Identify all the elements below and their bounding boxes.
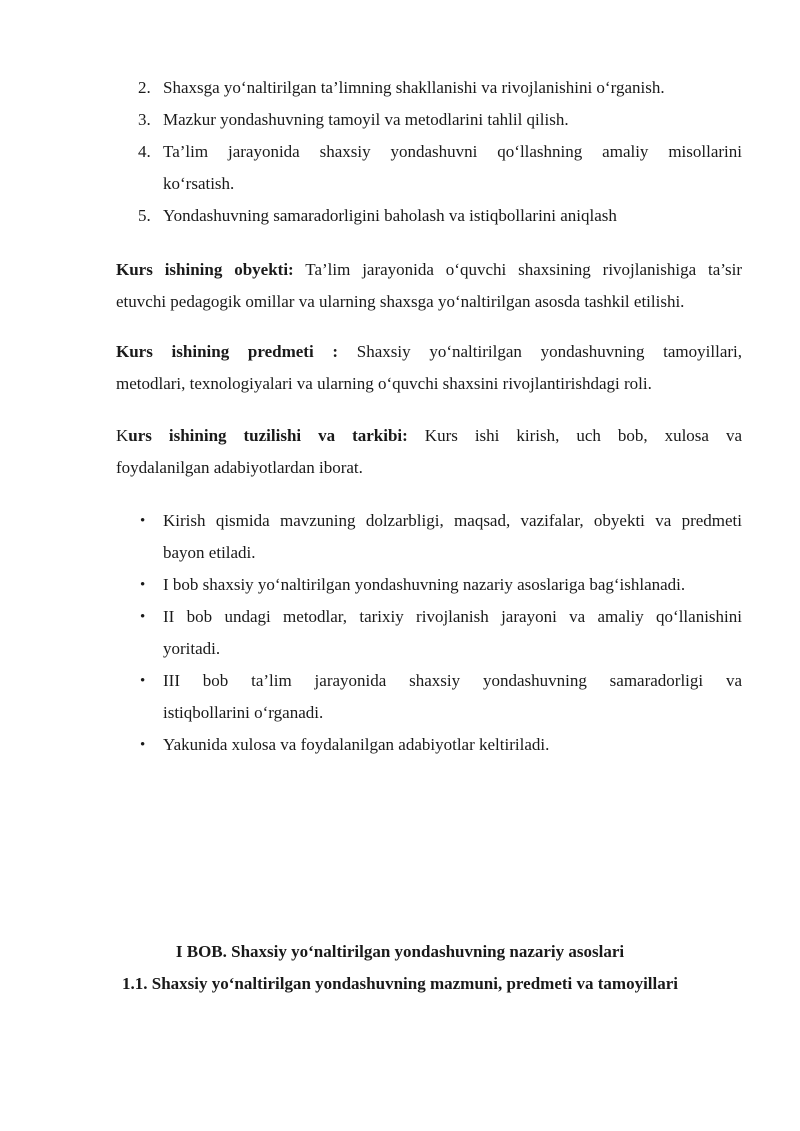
object-line-1 (116, 254, 742, 286)
structure-paragraph (116, 420, 742, 484)
list-item-text: Mazkur yondashuvning tamoyil va metodlarini tahlil qilish. (163, 110, 569, 129)
bullet-icon: • (140, 513, 146, 529)
structure-line-2: foydalanilgan adabiyotlardan iborat. (116, 458, 363, 477)
object-line-2: etuvchi pedagogik omillar va ularning shaxsga yo‘naltirilgan asosda tashkil etilishi. (116, 292, 685, 311)
bullet-item (138, 601, 742, 665)
bullet-text: Yakunida xulosa va foydalanilgan adabiyotlar keltiriladi. (163, 735, 550, 754)
bullet-icon: • (140, 673, 146, 689)
structure-line-1 (116, 420, 742, 452)
bullet-text-continued: bayon etiladi. (163, 543, 256, 562)
list-number: 4. (138, 142, 151, 161)
structure-bullet-list (138, 505, 742, 761)
list-item-text-continued: ko‘rsatish. (163, 174, 235, 193)
list-item (138, 200, 742, 232)
object-text-1: Ta’lim jarayonida o‘quvchi shaxsining rivojlanishiga ta’sir (305, 260, 742, 279)
list-item-text: Ta’lim jarayonida shaxsiy yondashuvni qo‘llashning amaliy misollarini (163, 142, 742, 161)
subject-text-1: Shaxsiy yo‘naltirilgan yondashuvning tamoyillari, (356, 342, 743, 361)
subject-paragraph (116, 336, 742, 400)
list-item (138, 136, 742, 200)
bullet-text-continued: yoritadi. (163, 639, 221, 658)
bullet-text: I bob shaxsiy yo‘naltirilgan yondashuvning nazariy asoslariga bag‘ishlanadi. (163, 575, 686, 594)
chapter-title: I BOB. Shaxsiy yo‘naltirilgan yondashuvning nazariy asoslari (175, 942, 625, 961)
goals-list (138, 72, 742, 232)
list-number: 2. (138, 78, 151, 97)
bullet-item (138, 729, 742, 761)
list-number: 5. (138, 206, 151, 225)
list-item-text: Yondashuvning samaradorligini baholash va istiqbollarini aniqlash (163, 206, 617, 225)
bullet-icon: • (140, 737, 146, 753)
bullet-icon: • (140, 609, 146, 625)
bullet-text: III bob ta’lim jarayonida shaxsiy yondashuvning samaradorligi va (163, 671, 742, 690)
section-title: 1.1. Shaxsiy yo‘naltirilgan yondashuvning mazmuni, predmeti va tamoyillari (121, 974, 679, 993)
list-item (138, 104, 742, 136)
list-item-text: Shaxsga yo‘naltirilgan ta’limning shakllanishi va rivojlanishini o‘rganish. (163, 78, 665, 97)
object-paragraph (116, 254, 742, 318)
structure-label: urs ishining tuzilishi va tarkibi: (128, 426, 408, 445)
list-item (138, 72, 742, 104)
bullet-item (138, 505, 742, 569)
subject-line-1 (116, 336, 742, 368)
bullet-text: Kirish qismida mavzuning dolzarbligi, maqsad, vazifalar, obyekti va predmeti (163, 511, 742, 530)
subject-line-2: metodlari, texnologiyalari va ularning o‘quvchi shaxsini rivojlantirishdagi roli. (116, 374, 652, 393)
object-label: Kurs ishining obyekti: (116, 260, 294, 279)
bullet-text: II bob undagi metodlar, tarixiy rivojlanish jarayoni va amaliy qo‘llanishini (163, 607, 742, 626)
bullet-item (138, 665, 742, 729)
list-number: 3. (138, 110, 151, 129)
bullet-text-continued: istiqbollarini o‘rganadi. (163, 703, 324, 722)
subject-label: Kurs ishining predmeti : (116, 342, 339, 361)
structure-text-1: Kurs ishi kirish, uch bob, xulosa va (424, 426, 742, 445)
bullet-icon: • (140, 577, 146, 593)
structure-label-initial: K (116, 426, 129, 445)
bullet-item (138, 569, 742, 601)
